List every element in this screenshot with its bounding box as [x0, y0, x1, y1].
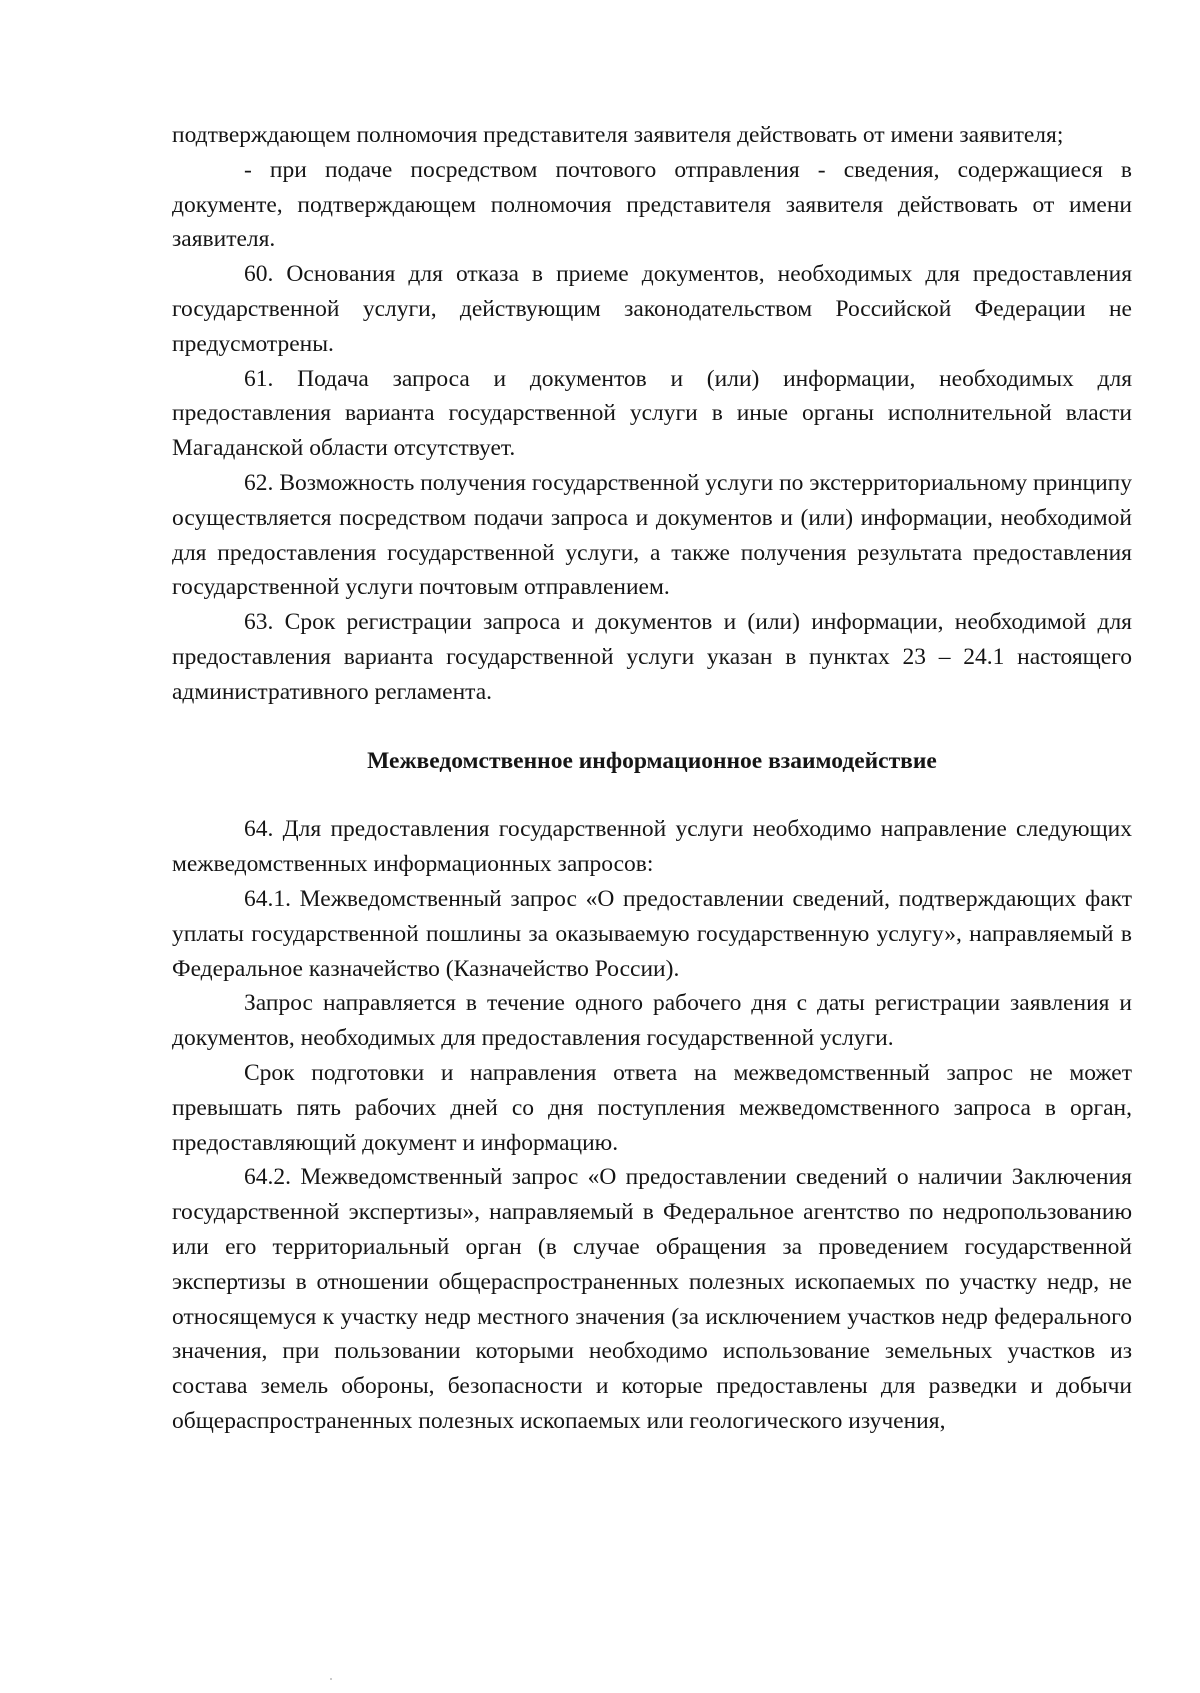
- paragraph-continuation: подтверждающем полномочия представителя заявителя действовать от имени заявителя;: [172, 122, 1064, 148]
- paragraph-61: 61. Подача запроса и документов и (или) информации, необходимых для предоставления варианта государственной услуги в иные органы исполнительной власти Магаданской области отсутствует.: [172, 365, 1132, 462]
- paragraph-62: 62. Возможность получения государственной услуги по экстерриториальному принципу осуществляется посредством подачи запроса и документов и (или) информации, необходимой для предоставления государственной услуги, а также получения результата предоставления государственной услуги почтовым отправлением.: [172, 469, 1132, 601]
- scan-speck: [330, 1678, 332, 1680]
- document-page: [172, 118, 1132, 1439]
- paragraph-63: 63. Срок регистрации запроса и документов и (или) информации, необходимой для предоставления варианта государственной услуги указан в пунктах 23 – 24.1 настоящего административного регламента.: [172, 609, 1132, 705]
- paragraph-64-1-response-deadline: Срок подготовки и направления ответа на межведомственный запрос не может превышать пять рабочих дней со дня поступления межведомственного запроса в орган, предоставляющий документ и информацию.: [172, 1059, 1132, 1156]
- section-heading: Межведомственное информационное взаимодействие: [367, 747, 937, 774]
- paragraph-64-1-request-timing: Запрос направляется в течение одного рабочего дня с даты регистрации заявления и документов, необходимых для предоставления государственной услуги.: [172, 990, 1132, 1052]
- paragraph-64-2: 64.2. Межведомственный запрос «О предоставлении сведений о наличии Заключения государственной экспертизы», направляемый в Федеральное агентство по недропользованию или его территориальный орган (в случае обращения за проведением государственной экспертизы в отношении общераспространенных полезных ископаемых по участку недр, не относящемуся к участку недр местного значения (за исключением участков недр федерального значения, при пользовании которыми необходимо использование земельных участков из состава земель обороны, безопасности и которые предоставлены для разведки и добычи общераспространенных полезных ископаемых или геологического изучения,: [172, 1164, 1132, 1434]
- paragraph-60: 60. Основания для отказа в приеме документов, необходимых для предоставления государственной услуги, действующим законодательством Российской Федерации не предусмотрены.: [172, 261, 1132, 357]
- paragraph-64-1: 64.1. Межведомственный запрос «О предоставлении сведений, подтверждающих факт уплаты государственной пошлины за оказываемую государственную услугу», направляемый в Федеральное казначейство (Казначейство России).: [172, 885, 1132, 982]
- paragraph-postal-submission: - при подаче посредством почтового отправления - сведения, содержащиеся в документе, подтверждающем полномочия представителя заявителя действовать от имени заявителя.: [172, 156, 1132, 253]
- paragraph-64: 64. Для предоставления государственной услуги необходимо направление следующих межведомственных информационных запросов:: [172, 816, 1132, 878]
